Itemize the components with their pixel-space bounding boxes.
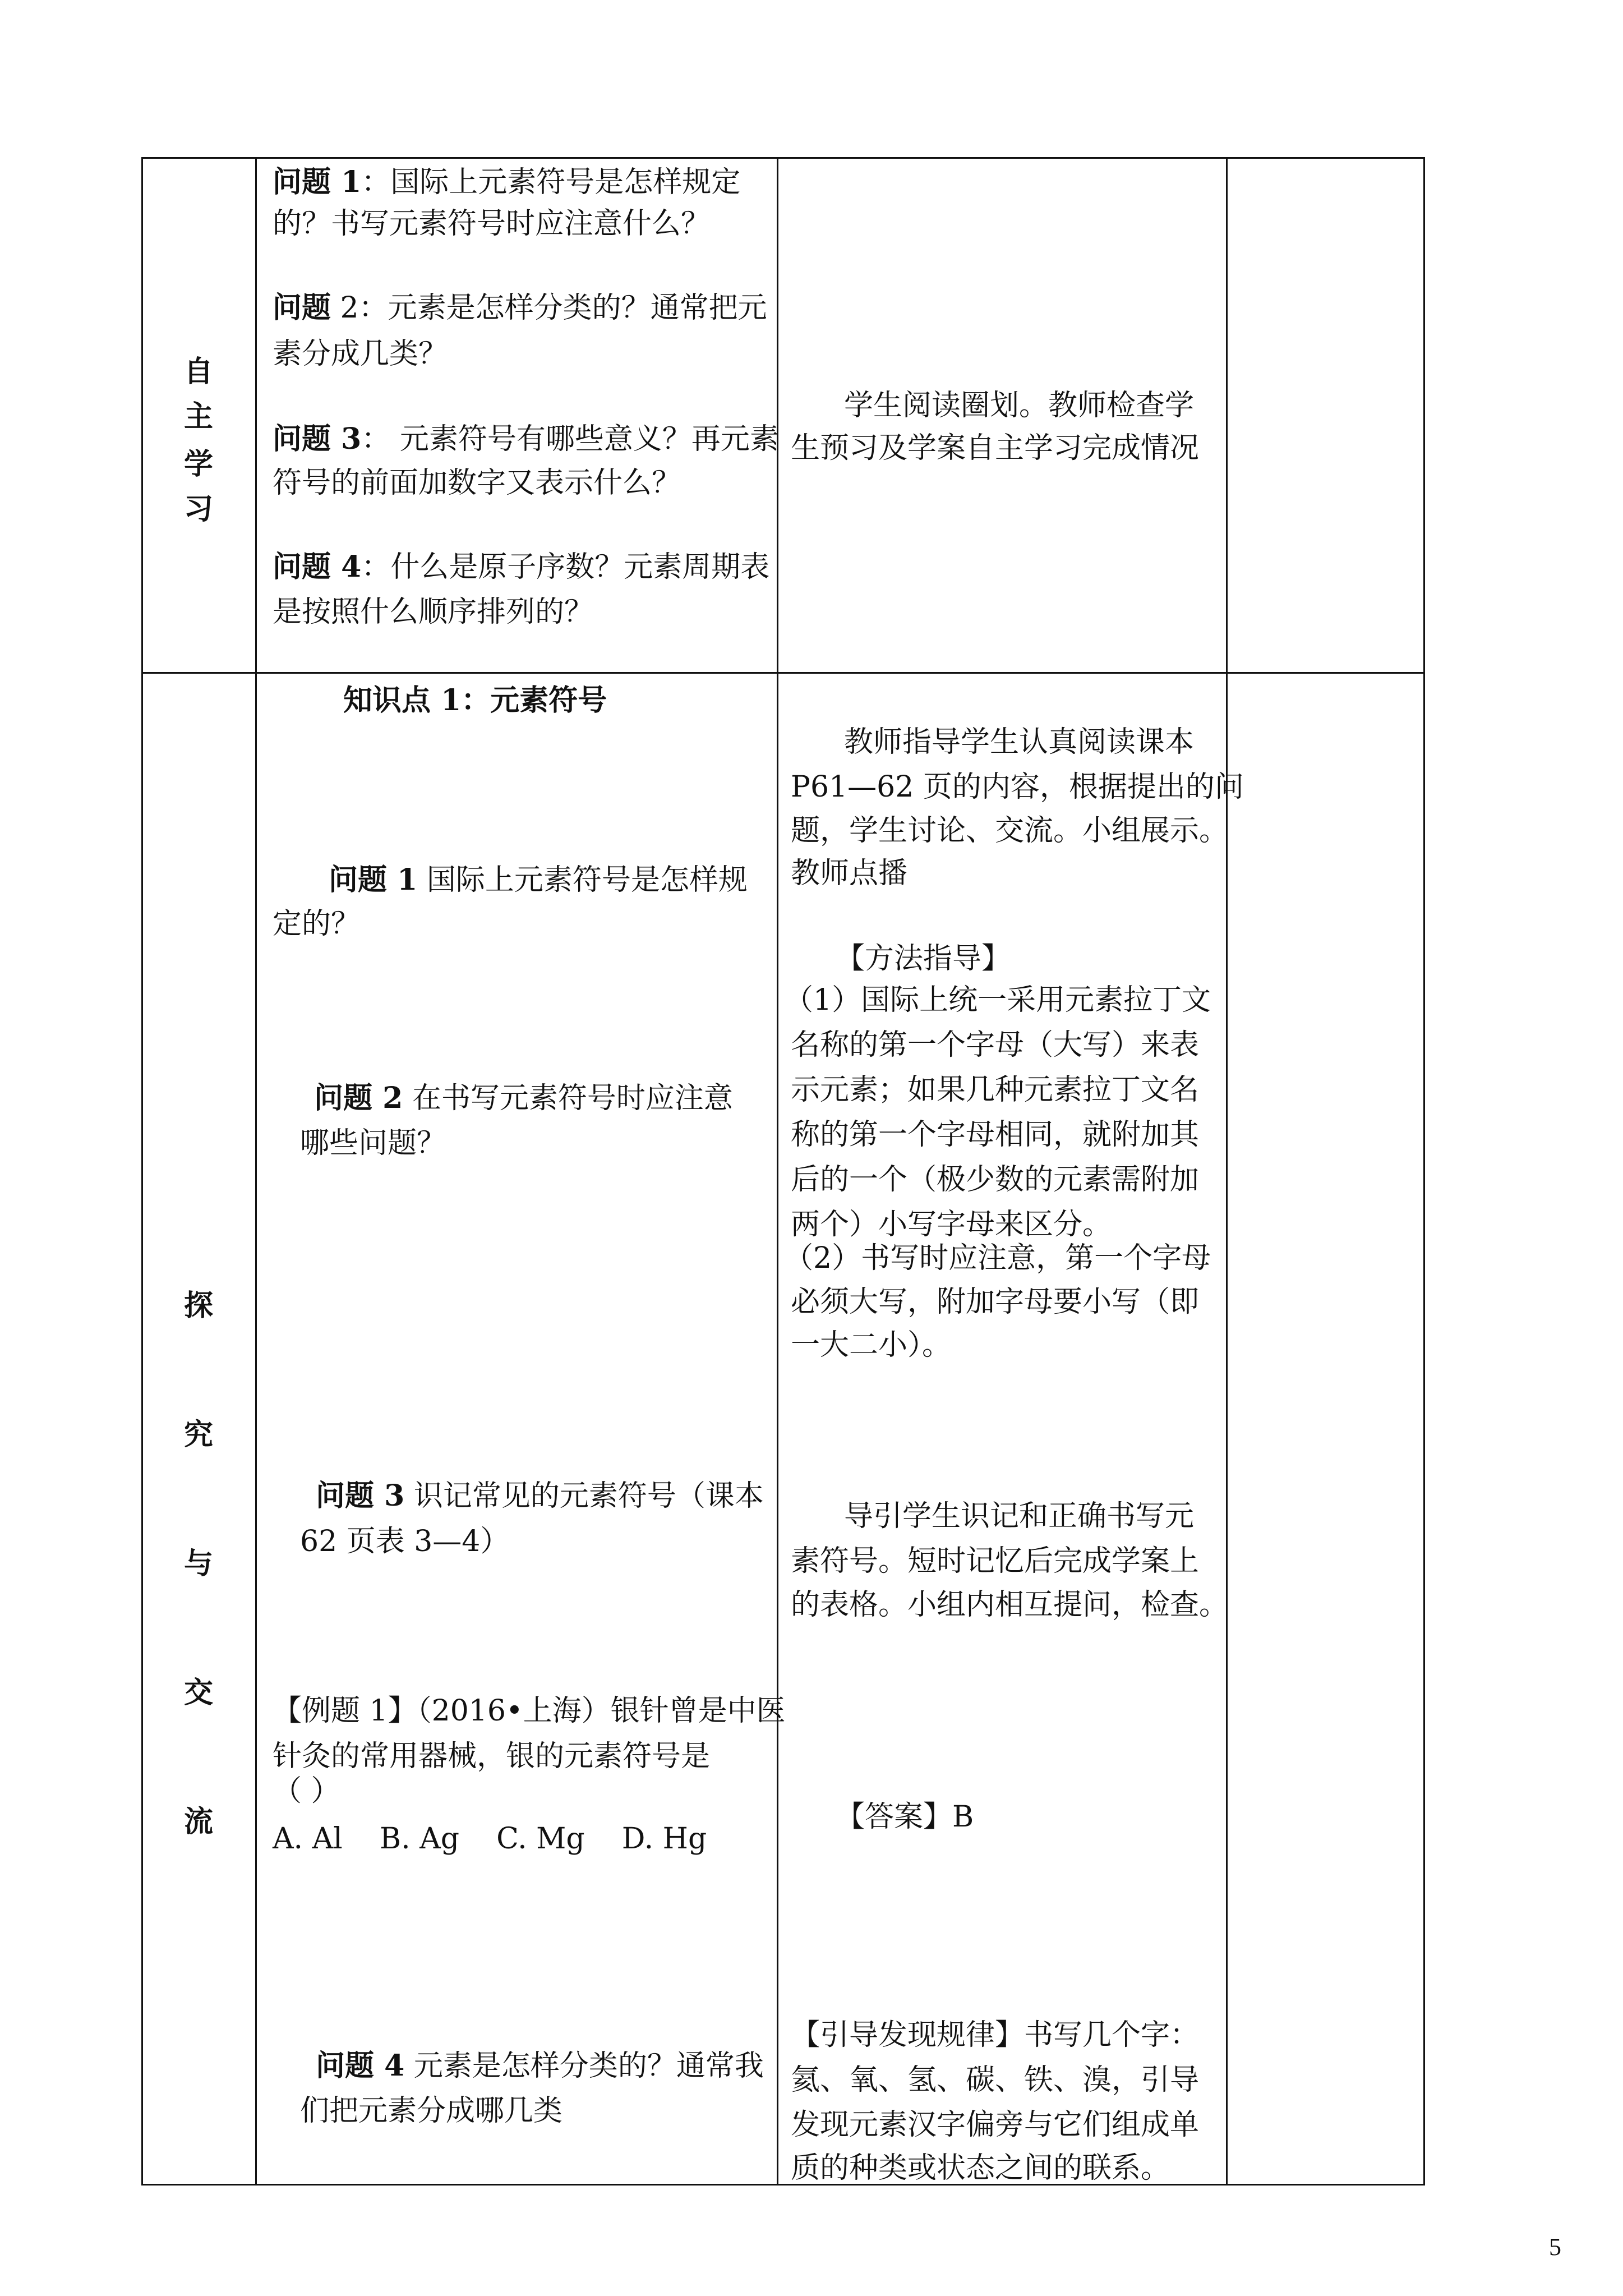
question-line: 问题 3 识记常见的元素符号（课本 — [316, 1479, 764, 1513]
question-line: 的？书写元素符号时应注意什么？ — [273, 207, 711, 241]
section-char: 习 — [183, 492, 213, 526]
example-line: 【例题 1】（2016•上海）银针曾是中医 — [273, 1694, 786, 1728]
question-line: 问题 1 国际上元素符号是怎样规 — [329, 863, 748, 897]
section-char: 究 — [183, 1418, 213, 1452]
question-line: 哪些问题？ — [300, 1126, 446, 1160]
method-line: 后的一个（极少数的元素需附加 — [791, 1163, 1200, 1197]
question-line: 问题 4 元素是怎样分类的？通常我 — [316, 2049, 764, 2083]
section-char: 探 — [183, 1289, 213, 1323]
pattern-line: 【引导发现规律】书写几个字： — [791, 2018, 1200, 2052]
method-line: 示元素；如果几种元素拉丁文名 — [791, 1073, 1200, 1107]
pattern-line: 发现元素汉字偏旁与它们组成单 — [791, 2108, 1200, 2142]
table-border-left — [141, 157, 143, 2185]
question-line: 62 页表 3—4） — [300, 1525, 510, 1558]
section-char: 主 — [183, 399, 213, 434]
question-line: 定的？ — [273, 907, 361, 941]
example-options: A. Al B. Ag C. Mg D. Hg — [273, 1822, 707, 1856]
table-row-divider — [141, 672, 1425, 674]
example-line: （ ） — [273, 1774, 340, 1808]
recall-line: 导引学生识记和正确书写元 — [844, 1499, 1195, 1533]
method-line: 一大二小）。 — [791, 1328, 952, 1362]
recall-line: 素符号。短时记忆后完成学案上 — [791, 1544, 1200, 1578]
guide-line: 教师指导学生认真阅读课本 — [844, 725, 1195, 759]
table-col-divider-1 — [255, 157, 257, 2185]
method-line: 两个）小写字母来区分。 — [791, 1208, 1112, 1241]
guide-line: 题，学生讨论、交流。小组展示。 — [791, 814, 1229, 848]
activity-line: 生预习及学案自主学习完成情况 — [791, 431, 1200, 465]
question-line: 问题 2：元素是怎样分类的？通常把元 — [273, 291, 767, 325]
method-line: （2）书写时应注意，第一个字母 — [784, 1241, 1211, 1275]
table-border-right — [1423, 157, 1425, 2185]
section-char: 学 — [183, 447, 213, 481]
guide-line: 教师点播 — [791, 857, 908, 890]
knowledge-point-title: 知识点 1：元素符号 — [343, 683, 607, 717]
question-line: 问题 1：国际上元素符号是怎样规定 — [273, 165, 741, 199]
activity-line: 学生阅读圈划。教师检查学 — [844, 389, 1195, 422]
answer-label: 【答案】B — [836, 1800, 974, 1834]
section-char: 流 — [183, 1805, 213, 1839]
method-title: 【方法指导】 — [836, 942, 1011, 976]
example-line: 针灸的常用器械，银的元素符号是 — [273, 1740, 711, 1773]
pattern-line: 氦、氧、氢、碳、铁、溴，引导 — [791, 2063, 1200, 2097]
section-char: 与 — [183, 1547, 213, 1581]
table-col-divider-3 — [1226, 157, 1228, 2185]
recall-line: 的表格。小组内相互提问，检查。 — [791, 1588, 1229, 1622]
table-border-bottom — [141, 2184, 1425, 2185]
section-char: 自 — [183, 355, 213, 389]
question-line: 素分成几类？ — [273, 337, 448, 371]
method-line: 名称的第一个字母（大写）来表 — [791, 1028, 1200, 1062]
pattern-line: 质的种类或状态之间的联系。 — [791, 2151, 1170, 2185]
method-line: 必须大写，附加字母要小写（即 — [791, 1285, 1200, 1319]
method-line: （1）国际上统一采用元素拉丁文 — [784, 983, 1211, 1017]
question-line: 问题 3： 元素符号有哪些意义？再元素 — [273, 422, 779, 456]
guide-line: P61—62 页的内容，根据提出的问 — [791, 770, 1244, 804]
question-line: 是按照什么顺序排列的？ — [273, 595, 594, 629]
question-line: 符号的前面加数字又表示什么？ — [273, 466, 681, 500]
question-line: 问题 4：什么是原子序数？元素周期表 — [273, 550, 770, 584]
page-number: 5 — [1549, 2233, 1561, 2261]
section-char: 交 — [183, 1676, 213, 1710]
question-line: 问题 2 在书写元素符号时应注意 — [314, 1081, 733, 1115]
method-line: 称的第一个字母相同，就附加其 — [791, 1118, 1200, 1152]
question-line: 们把元素分成哪几类 — [300, 2094, 563, 2128]
